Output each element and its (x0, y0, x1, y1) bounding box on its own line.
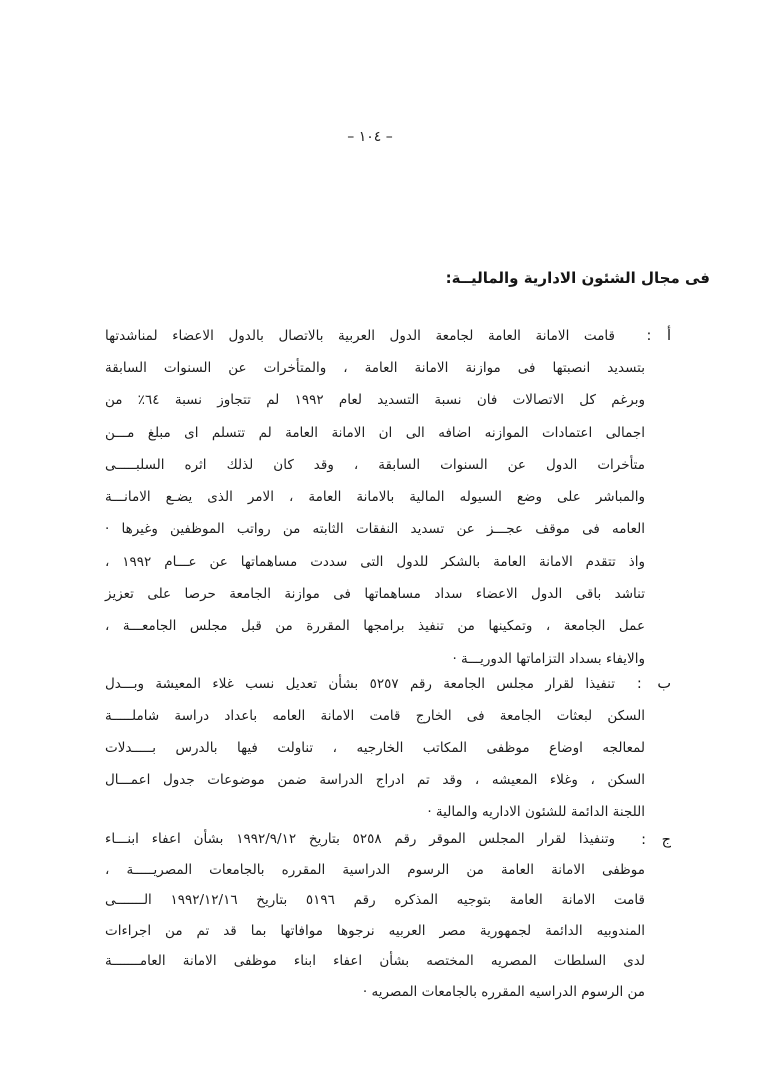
text-line: اجمالى اعتمادات الموازنه اضافه الى ان الامانة العامة لم تتسلم اى مبلغ مـــن (105, 424, 645, 441)
text-line: وتنفيذا لقرار المجلس الموقر رقم ٥٢٥٨ بتاريخ ١٩٩٢/٩/١٢ بشأن اعفاء ابنـــاء (105, 831, 615, 847)
paragraph-c (105, 824, 671, 1008)
text-line: متأخرات الدول عن السنوات السابقة ، وقد كان لذلك اثره السلبـــــى (105, 456, 645, 473)
text-line: السكن لبعثات الجامعة فى الخارج قامت الامانة العامه باعداد دراسة شاملـــــة (105, 708, 645, 724)
text-line: قامت الامانة العامة لجامعة الدول العربية بالاتصال بالدول الاعضاء لمناشدتها (105, 328, 615, 344)
text-line: بتسديد انصبتها فى موازنة الامانة العامة ، والمتأخرات عن السنوات السابقة (105, 360, 645, 377)
text-line: اللجنة الدائمة للشئون الاداريه والمالية · (427, 804, 645, 820)
paragraph-a (105, 320, 671, 545)
section-heading: فى مجال الشئون الادارية والماليــة: (445, 269, 710, 287)
text-line: لمعالجه اوضاع موظفى المكاتب الخارجيه ، تناولت فيها بالدرس بـــــدلات (105, 740, 645, 756)
text-line: تناشد باقى الدول الاعضاء سداد مساهماتها فى موازنة الجامعة حرصا على تعزيز (105, 586, 645, 603)
text-line: لدى السلطات المصريه المختصه بشأن اعفاء ابناء موظفى الامانة العامـــــــة (105, 953, 645, 970)
paragraph-a-label: أ : (646, 328, 671, 344)
text-line: العامه فى موقف عجـــز عن تسديد النفقات الثابته من رواتب الموظفين وغيرها · (105, 521, 645, 538)
text-line: موظفى الامانة العامة من الرسوم الدراسية المقرره بالجامعات المصريـــــة ، (105, 861, 645, 878)
text-line: والمباشر على وضع السيوله المالية بالامانة العامة ، الامر الذى يضـع الامانـــة (105, 488, 645, 505)
text-line: عمل الجامعة ، وتمكينها من تنفيذ برامجها المقررة من قبل مجلس الجامعـــة ، (105, 618, 645, 635)
paragraph-a-continued (105, 546, 645, 675)
text-line: واذ تتقدم الامانة العامة بالشكر للدول التى سددت مساهماتها عن عـــام ١٩٩٢ ، (105, 554, 645, 570)
text-line: من الرسوم الدراسيه المقرره بالجامعات المصريه · (362, 983, 645, 1000)
text-line: السكن ، وغلاء المعيشه ، وقد تم ادراج الدراسة ضمن موضوعات جدول اعمـــال (105, 772, 645, 788)
paragraph-b (105, 668, 671, 828)
page-number: – ١٠٤ – (347, 129, 393, 145)
paragraph-b-label: ب : (636, 676, 671, 692)
text-line: المندوبيه الدائمة لجمهورية مصر العربيه نرجوها موافاتها بما قد تم من اجراءات (105, 922, 645, 939)
text-line: تنفيذا لقرار مجلس الجامعة رقم ٥٢٥٧ بشأن تعديل نسب غلاء المعيشة وبـــدل (105, 676, 615, 692)
paragraph-c-label: ج : (641, 832, 671, 848)
text-line: قامت الامانة العامة بتوجيه المذكره رقم ٥١٩٦ بتاريخ ١٩٩٢/١٢/١٦ الـــــــى (105, 892, 645, 909)
text-line: والايفاء بسداد التزاماتها الدوريـــة · (452, 650, 645, 667)
text-line: وبرغم كل الاتصالات فان نسبة التسديد لعام ١٩٩٢ لم تتجاوز نسبة ٦٤٪ من (105, 392, 645, 409)
